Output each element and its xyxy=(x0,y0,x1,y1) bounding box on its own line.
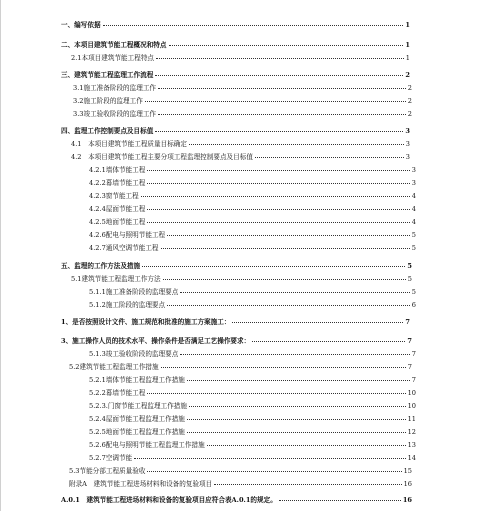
toc-entry[interactable] xyxy=(71,275,412,284)
toc-dot-leader xyxy=(279,500,401,501)
toc-entry[interactable] xyxy=(69,480,412,489)
toc-entry-page-number: 7 xyxy=(411,350,416,358)
toc-entry-title: 5.2.5地面节能工程监理工作措施 xyxy=(89,428,185,436)
toc-entry-page-number: 5 xyxy=(411,231,416,239)
toc-entry[interactable] xyxy=(69,467,412,476)
toc-dot-leader xyxy=(142,266,405,267)
toc-entry[interactable] xyxy=(89,415,416,424)
toc-entry-title: 4.2.7通风空调节能工程 xyxy=(89,244,159,252)
toc-entry-title: 5.2.3.门窗节能工程监理工作措施 xyxy=(89,402,187,410)
toc-dot-leader xyxy=(187,380,410,381)
toc-entry-title: 3、施工操作人员的技术水平、操作条件是否满足工艺操作要求： xyxy=(61,337,251,345)
toc-entry-page-number: 1 xyxy=(405,21,410,29)
toc-dot-leader xyxy=(103,25,404,26)
toc-dot-leader xyxy=(187,432,406,433)
toc-entry-title: 五、监理的工作方法及措施 xyxy=(61,262,141,270)
toc-entry-page-number: 3 xyxy=(411,179,416,187)
toc-entry[interactable] xyxy=(61,21,410,30)
toc-entry[interactable] xyxy=(89,231,416,240)
toc-entry[interactable] xyxy=(61,41,410,50)
toc-entry-title: 3.3竣工验收阶段的监理工作 xyxy=(73,110,157,118)
toc-dot-leader xyxy=(255,157,404,158)
toc-entry[interactable] xyxy=(89,166,416,175)
toc-entry-page-number: 1 xyxy=(405,41,410,49)
toc-entry-title: 5.1.3竣工验收阶段的监理要点 xyxy=(89,350,179,358)
toc-entry[interactable] xyxy=(61,496,412,505)
toc-entry-page-number: 15 xyxy=(403,467,412,475)
toc-entry-title: 5.2.4屋面节能工程监理工作措施 xyxy=(89,415,185,423)
toc-entry-title: 5.2.1墙体节能工程监理工作措施 xyxy=(89,376,185,384)
toc-dot-leader xyxy=(155,131,403,132)
toc-entry-page-number: 14 xyxy=(407,454,416,462)
toc-entry-page-number: 6 xyxy=(411,301,416,309)
toc-entry-page-number: 3 xyxy=(405,153,410,161)
toc-entry[interactable] xyxy=(89,288,416,297)
toc-dot-leader xyxy=(189,144,404,145)
toc-dot-leader xyxy=(163,279,406,280)
toc-entry-page-number: 4 xyxy=(411,205,416,213)
toc-dot-leader xyxy=(232,322,403,323)
toc-dot-leader xyxy=(158,114,406,115)
toc-dot-leader xyxy=(147,393,405,394)
toc-dot-leader xyxy=(207,445,406,446)
toc-dot-leader xyxy=(158,88,406,89)
toc-entry-title: 3.2施工阶段的监理工作 xyxy=(73,97,143,105)
toc-entry-title: 1、是否按照设计文件、施工规范和批准的施工方案施工： xyxy=(61,318,231,326)
toc-entry-page-number: 5 xyxy=(411,244,416,252)
toc-entry-title: 2.1本项目建筑节能工程特点 xyxy=(71,54,155,62)
toc-dot-leader xyxy=(147,183,409,184)
toc-dot-leader xyxy=(161,248,410,249)
toc-entry[interactable] xyxy=(89,350,416,359)
toc-entry[interactable] xyxy=(89,441,416,450)
toc-entry[interactable] xyxy=(61,127,410,136)
toc-entry-title: 一、编写依据 xyxy=(61,21,101,29)
toc-entry[interactable] xyxy=(89,376,416,385)
toc-entry-title: 5.1.2施工阶段的监理要点 xyxy=(89,301,166,309)
toc-dot-leader xyxy=(147,471,401,472)
toc-entry[interactable] xyxy=(73,97,412,106)
toc-entry-title: 3.1施工准备阶段的监理工作 xyxy=(73,84,157,92)
toc-entry-title: 5.2.7空调节能 xyxy=(89,454,133,462)
toc-entry-page-number: 5 xyxy=(411,288,416,296)
toc-entry-page-number: 5 xyxy=(407,275,412,283)
toc-entry-page-number: 7 xyxy=(411,376,416,384)
toc-entry-title: 三、建筑节能工程监理工作流程 xyxy=(61,71,154,79)
toc-dot-leader xyxy=(180,292,409,293)
toc-dot-leader xyxy=(147,209,409,210)
toc-entry-page-number: 2 xyxy=(405,71,410,79)
toc-entry-title: 5.1建筑节能工程监理工作方法 xyxy=(71,275,161,283)
toc-entry-title: 5.1.1施工准备阶段的监理要点 xyxy=(89,288,179,296)
toc-entry[interactable] xyxy=(73,84,412,93)
toc-entry-page-number: 3 xyxy=(405,127,410,135)
toc-entry[interactable] xyxy=(61,337,412,346)
toc-entry-page-number: 5 xyxy=(407,262,412,270)
toc-entry-title: 4.2.2幕墙节能工程 xyxy=(89,179,146,187)
toc-entry[interactable] xyxy=(89,389,416,398)
toc-dot-leader xyxy=(156,58,404,59)
toc-entry-title: 4.2.5地面节能工程 xyxy=(89,218,146,226)
toc-entry[interactable] xyxy=(89,192,416,201)
toc-entry[interactable] xyxy=(89,402,416,411)
toc-entry-title: 5.2.6配电与照明节能工程监理工作措施 xyxy=(89,441,205,449)
toc-entry-title: 5.2.2幕墙节能工程 xyxy=(89,389,146,397)
toc-entry-page-number: 7 xyxy=(405,318,410,326)
toc-entry-title: 4.2.6配电与照明节能工程 xyxy=(89,231,166,239)
toc-entry[interactable] xyxy=(69,363,412,372)
toc-entry[interactable] xyxy=(89,454,416,463)
toc-entry-title: 四、监理工作控制要点及目标值 xyxy=(61,127,154,135)
toc-dot-leader xyxy=(187,419,406,420)
toc-dot-leader xyxy=(161,367,406,368)
toc-entry[interactable] xyxy=(89,428,416,437)
toc-entry[interactable] xyxy=(89,244,416,253)
toc-entry[interactable] xyxy=(73,110,412,119)
toc-entry[interactable] xyxy=(71,153,410,162)
toc-entry-title: 附录A 建筑节能工程进场材料和设备的复验项目 xyxy=(69,480,213,488)
toc-entry[interactable] xyxy=(89,205,416,214)
toc-entry-page-number: 2 xyxy=(407,110,412,118)
toc-dot-leader xyxy=(180,354,409,355)
toc-dot-leader xyxy=(147,170,409,171)
toc-entry-title: 5.2建筑节能工程监理工作措施 xyxy=(69,363,159,371)
toc-entry-page-number: 7 xyxy=(407,363,412,371)
toc-entry[interactable] xyxy=(71,54,410,63)
toc-entry-page-number: 4 xyxy=(411,192,416,200)
toc-entry[interactable] xyxy=(89,301,416,310)
toc-dot-leader xyxy=(252,341,405,342)
toc-entry-page-number: 11 xyxy=(407,415,416,423)
toc-entry-title: 4.2 本项目建筑节能工程主要分项工程监理控制要点及目标值 xyxy=(71,153,253,161)
toc-dot-leader xyxy=(141,196,410,197)
toc-entry-title: 5.3节能分部工程质量验收 xyxy=(69,467,146,475)
toc-entry-page-number: 7 xyxy=(407,337,412,345)
toc-entry-title: 4.2.4屋面节能工程 xyxy=(89,205,146,213)
toc-dot-leader xyxy=(147,222,409,223)
toc-entry-page-number: 2 xyxy=(407,97,412,105)
toc-entry[interactable] xyxy=(89,179,416,188)
toc-dot-leader xyxy=(167,305,410,306)
toc-entry[interactable] xyxy=(61,71,410,80)
toc-dot-leader xyxy=(214,484,401,485)
toc-dot-leader xyxy=(167,235,410,236)
toc-entry-page-number: 4 xyxy=(411,218,416,226)
toc-entry[interactable] xyxy=(61,318,410,327)
toc-dot-leader xyxy=(134,458,405,459)
toc-entry-page-number: 10 xyxy=(407,389,416,397)
toc-entry-page-number: 16 xyxy=(402,496,412,504)
toc-dot-leader xyxy=(189,406,406,407)
toc-entry-page-number: 2 xyxy=(407,84,412,92)
toc-entry-page-number: 12 xyxy=(407,428,416,436)
toc-dot-leader xyxy=(169,45,404,46)
toc-entry-page-number: 13 xyxy=(407,441,416,449)
table-of-contents xyxy=(1,0,479,511)
toc-entry-title: 4.2.3窗节能工程 xyxy=(89,192,139,200)
toc-entry-page-number: 10 xyxy=(407,402,416,410)
toc-entry[interactable] xyxy=(71,140,410,149)
toc-entry-page-number: 3 xyxy=(411,166,416,174)
toc-entry-title: 4.2.1墙体节能工程 xyxy=(89,166,146,174)
toc-entry[interactable] xyxy=(89,218,416,227)
toc-entry[interactable] xyxy=(61,262,412,271)
toc-dot-leader xyxy=(155,75,403,76)
toc-entry-page-number: 1 xyxy=(405,54,410,62)
toc-entry-page-number: 3 xyxy=(405,140,410,148)
toc-entry-page-number: 16 xyxy=(403,480,412,488)
toc-entry-title: 4.1 本项目建筑节能工程质量目标确定 xyxy=(71,140,187,148)
toc-entry-title: 二、本项目建筑节能工程概况和特点 xyxy=(61,41,167,49)
toc-dot-leader xyxy=(145,101,406,102)
toc-entry-title: A.0.1 建筑节能工程进场材料和设备的复验项目应符合表A.0.1的规定。 xyxy=(61,496,277,504)
